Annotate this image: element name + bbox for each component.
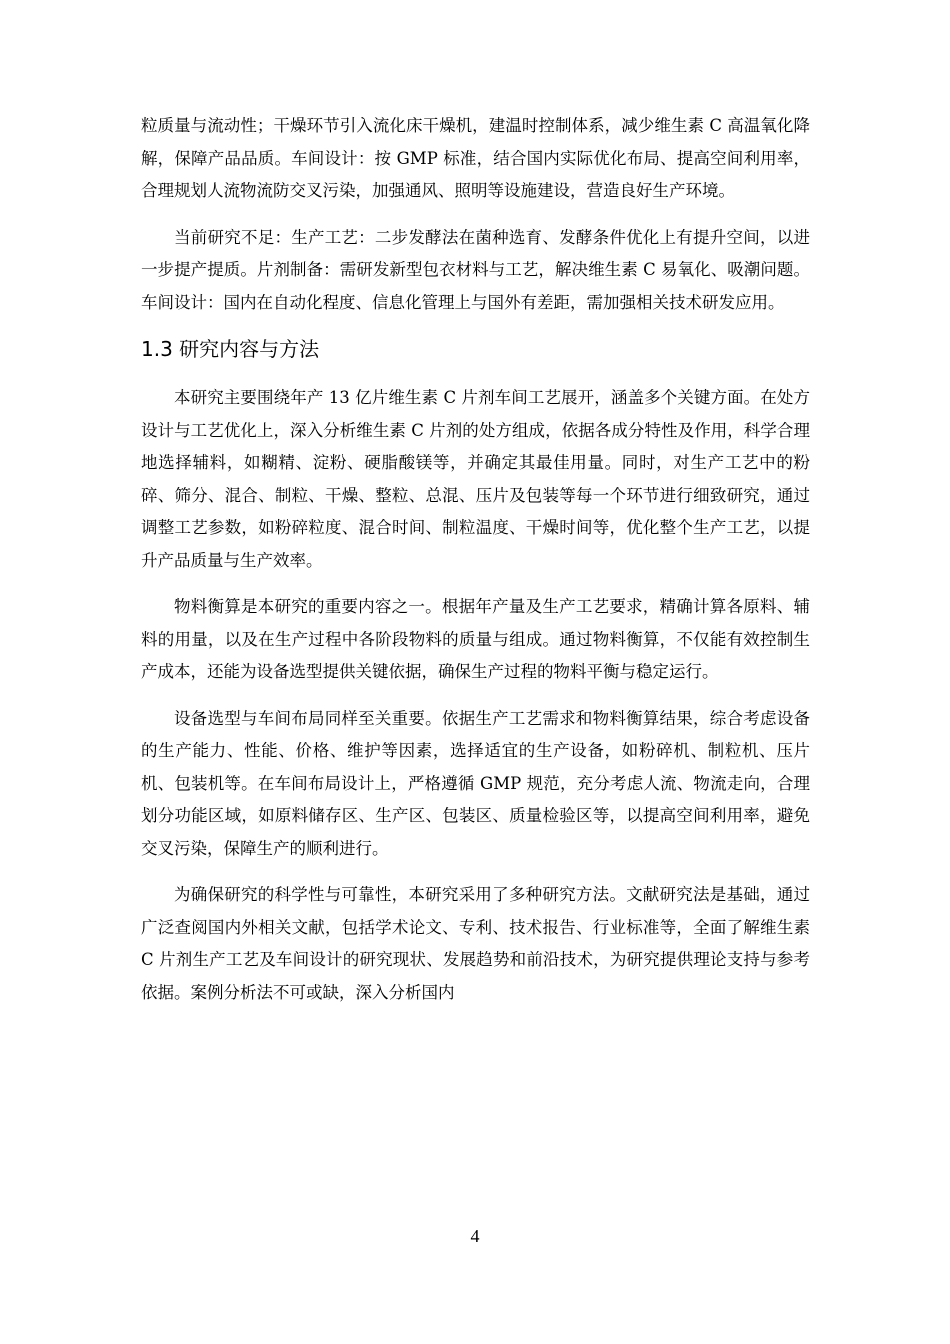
page-body [141, 110, 810, 1023]
paragraph-research-methods: 为确保研究的科学性与可靠性，本研究采用了多种研究方法。文献研究法是基础，通过广泛查阅国内外相关文献，包括学术论文、专利、技术报告、行业标准等，全面了解维生素 C 片剂生产工艺及车间设计的研究现状、发展趋势和前沿技术，为研究提供理论支持与参考依据。案例分析法不可或缺，深入分析国内 [141, 885, 810, 1002]
paragraph-research-scope: 本研究主要围绕年产 13 亿片维生素 C 片剂车间工艺展开，涵盖多个关键方面。在处方设计与工艺优化上，深入分析维生素 C 片剂的处方组成，依据各成分特性及作用，科学合理地选择辅料，如糊精、淀粉、硬脂酸镁等，并确定其最佳用量。同时，对生产工艺中的粉碎、筛分、混合、制粒、干燥、整粒、总混、压片及包装等每一个环节进行细致研究，通过调整工艺参数，如粉碎粒度、混合时间、制粒温度、干燥时间等，优化整个生产工艺，以提升产品质量与生产效率。 [141, 388, 810, 570]
section-heading: 1.3 研究内容与方法 [141, 337, 320, 361]
paragraph-equipment-layout: 设备选型与车间布局同样至关重要。依据生产工艺需求和物料衡算结果，综合考虑设备的生产能力、性能、价格、维护等因素，选择适宜的生产设备，如粉碎机、制粒机、压片机、包装机等。在车间布局设计上，严格遵循 GMP 规范，充分考虑人流、物流走向，合理划分功能区域，如原料储存区、生产区、包装区、质量检验区等，以提高空间利用率，避免交叉污染，保障生产的顺利进行。 [141, 708, 810, 858]
paragraph-research-gaps: 当前研究不足：生产工艺：二步发酵法在菌种选育、发酵条件优化上有提升空间，以进一步提产提质。片剂制备：需研发新型包衣材料与工艺，解决维生素 C 易氧化、吸潮问题。车间设计：国内在自动化程度、信息化管理上与国外有差距，需加强相关技术研发应用。 [141, 227, 810, 312]
paragraph-continued: 粒质量与流动性；干燥环节引入流化床干燥机，建温时控制体系，减少维生素 C 高温氧化降解，保障产品品质。车间设计：按 GMP 标准，结合国内实际优化布局、提高空间利用率，合理规划人流物流防交叉污染，加强通风、照明等设施建设，营造良好生产环境。 [141, 116, 810, 200]
paragraph-material-balance: 物料衡算是本研究的重要内容之一。根据年产量及生产工艺要求，精确计算各原料、辅料的用量，以及在生产过程中各阶段物料的质量与组成。通过物料衡算，不仅能有效控制生产成本，还能为设备选型提供关键依据，确保生产过程的物料平衡与稳定运行。 [141, 597, 810, 681]
page-number: 4 [470, 1226, 480, 1246]
